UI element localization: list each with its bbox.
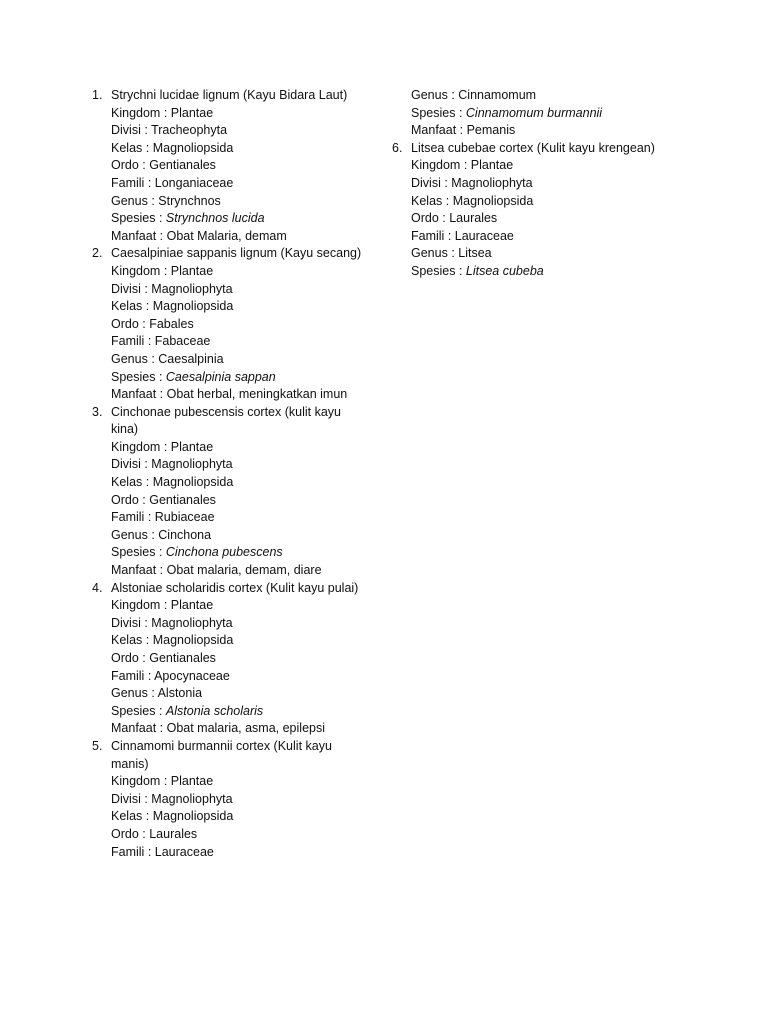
divisi-line: Divisi : Magnoliophyta — [111, 281, 233, 296]
ordo-line: Ordo : Laurales — [111, 826, 198, 841]
ordo-line: Ordo : Gentianales — [111, 492, 216, 507]
kingdom-line: Kingdom : Plantae — [111, 263, 214, 278]
entry-title: Cinchonae pubescensis cortex (kulit kayu kina) — [111, 404, 341, 437]
famili-line: Famili : Lauraceae — [411, 228, 514, 243]
spesies-line: Spesies : Cinnamomum burmannii — [411, 105, 603, 120]
divisi-line: Divisi : Magnoliophyta — [111, 615, 233, 630]
spesies-line: Spesies : Caesalpinia sappan — [111, 369, 276, 384]
kelas-line: Kelas : Magnoliopsida — [111, 633, 234, 648]
entry-title: Cinnamomi burmannii cortex (Kulit kayu manis) — [111, 738, 332, 771]
kelas-line: Kelas : Magnoliopsida — [111, 809, 234, 824]
list-item — [88, 87, 378, 245]
kingdom-line: Kingdom : Plantae — [111, 774, 214, 789]
famili-line: Famili : Rubiaceae — [111, 510, 215, 525]
ordo-line: Ordo : Laurales — [411, 211, 498, 226]
divisi-line: Divisi : Tracheophyta — [111, 123, 228, 138]
entry-title: Caesalpiniae sappanis lignum (Kayu secang) — [111, 246, 362, 261]
kingdom-line: Kingdom : Plantae — [111, 105, 214, 120]
list-number: 1. — [92, 88, 103, 102]
divisi-line: Divisi : Magnoliophyta — [111, 457, 233, 472]
spesies-line: Spesies : Litsea cubeba — [411, 263, 544, 278]
list-item-continuation — [388, 87, 678, 140]
manfaat-line: Manfaat : Obat Malaria, demam — [111, 228, 287, 243]
famili-line: Famili : Apocynaceae — [111, 668, 230, 683]
divisi-line: Divisi : Magnoliophyta — [111, 791, 233, 806]
genus-line: Genus : Strynchnos — [111, 193, 221, 208]
genus-line: Genus : Cinchona — [111, 527, 212, 542]
kingdom-line: Kingdom : Plantae — [111, 598, 214, 613]
list-number: 3. — [92, 404, 103, 419]
genus-line: Genus : Litsea — [411, 246, 492, 261]
manfaat-line: Manfaat : Obat herbal, meningkatkan imun — [111, 387, 348, 402]
genus-line: Genus : Cinnamomum — [411, 88, 537, 102]
list-number: 2. — [92, 246, 103, 261]
entry-title: Litsea cubebae cortex (Kulit kayu krengean) — [411, 140, 655, 155]
manfaat-line: Manfaat : Obat malaria, demam, diare — [111, 563, 322, 578]
list-number: 4. — [92, 580, 103, 595]
list-item — [388, 140, 678, 281]
spesies-line: Spesies : Cinchona pubescens — [111, 545, 283, 560]
famili-line: Famili : Fabaceae — [111, 334, 211, 349]
kelas-line: Kelas : Magnoliopsida — [111, 140, 234, 155]
divisi-line: Divisi : Magnoliophyta — [411, 175, 533, 190]
ordo-line: Ordo : Fabales — [111, 316, 194, 331]
right-column — [388, 87, 678, 281]
kelas-line: Kelas : Magnoliopsida — [411, 193, 534, 208]
genus-line: Genus : Alstonia — [111, 686, 203, 701]
left-column — [88, 87, 378, 861]
famili-line: Famili : Lauraceae — [111, 844, 214, 859]
kingdom-line: Kingdom : Plantae — [411, 158, 514, 173]
list-item — [88, 245, 378, 403]
entry-title: Strychni lucidae lignum (Kayu Bidara Laut) — [111, 88, 348, 102]
list-item — [88, 580, 378, 738]
spesies-line: Spesies : Alstonia scholaris — [111, 703, 264, 718]
kelas-line: Kelas : Magnoliopsida — [111, 475, 234, 490]
ordo-line: Ordo : Gentianales — [111, 158, 216, 173]
genus-line: Genus : Caesalpinia — [111, 351, 224, 366]
list-number: 6. — [392, 140, 403, 155]
famili-line: Famili : Longaniaceae — [111, 175, 234, 190]
manfaat-line: Manfaat : Pemanis — [411, 123, 516, 138]
spesies-line: Spesies : Strynchnos lucida — [111, 211, 265, 226]
list-item — [88, 738, 378, 861]
ordo-line: Ordo : Gentianales — [111, 651, 216, 665]
list-number: 5. — [92, 738, 103, 753]
manfaat-line: Manfaat : Obat malaria, asma, epilepsi — [111, 721, 325, 736]
kingdom-line: Kingdom : Plantae — [111, 439, 214, 454]
kelas-line: Kelas : Magnoliopsida — [111, 299, 234, 314]
list-item — [88, 404, 378, 580]
entry-title: Alstoniae scholaridis cortex (Kulit kayu pulai) — [111, 580, 359, 595]
